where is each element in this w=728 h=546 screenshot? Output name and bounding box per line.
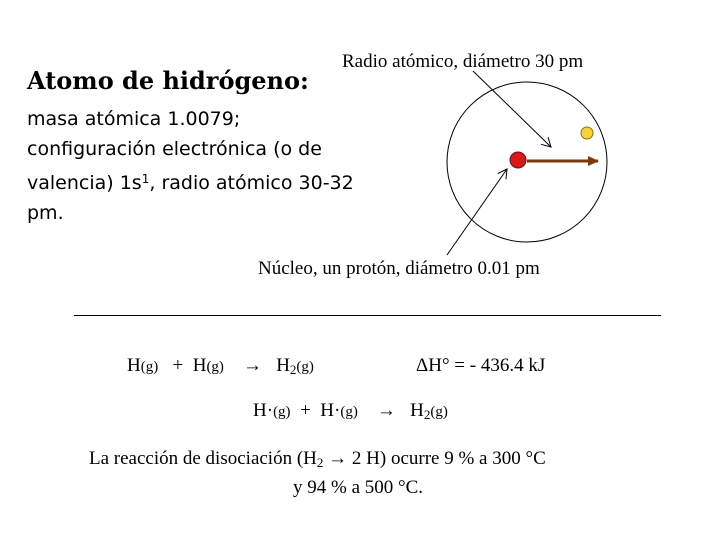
reaction-arrow: → [242,355,262,376]
divider-line [74,315,661,316]
page-title: Atomo de hidrógeno: [27,66,309,95]
dissociation-note-line2: y 94 % a 500 °C. [293,477,424,498]
nucleus-label: Núcleo, un protón, diámetro 0.01 pm [258,258,540,279]
atom-description [27,104,367,228]
electron-dot [581,127,593,139]
reaction-arrow: → [376,400,396,421]
dissociation-note-line1: La reacción de disociación ($H_2 \to 2$ H) ocurre 9 % a 300 °C [89,448,546,470]
enthalpy-value: ΔH° = - 436.4 kJ [416,355,546,376]
description-text: masa atómica 1.0079; configuración electrónica (o de valencia) 1s [27,108,322,194]
radius-label: Radio atómico, diámetro 30 pm [342,51,584,72]
description-text-end: , radio atómico 30-32 pm. [27,172,354,224]
description-superscript: 1 [141,172,150,186]
equation-formation: H(g) + H(g) → $H_2(g)$ [127,355,314,377]
radius-pointer-arrow [473,71,551,147]
equation-radicals: H·(g) + H·(g) → $H_2(g)$ [253,400,448,422]
nucleus-pointer-arrow [447,169,507,255]
nucleus-dot [510,152,526,168]
